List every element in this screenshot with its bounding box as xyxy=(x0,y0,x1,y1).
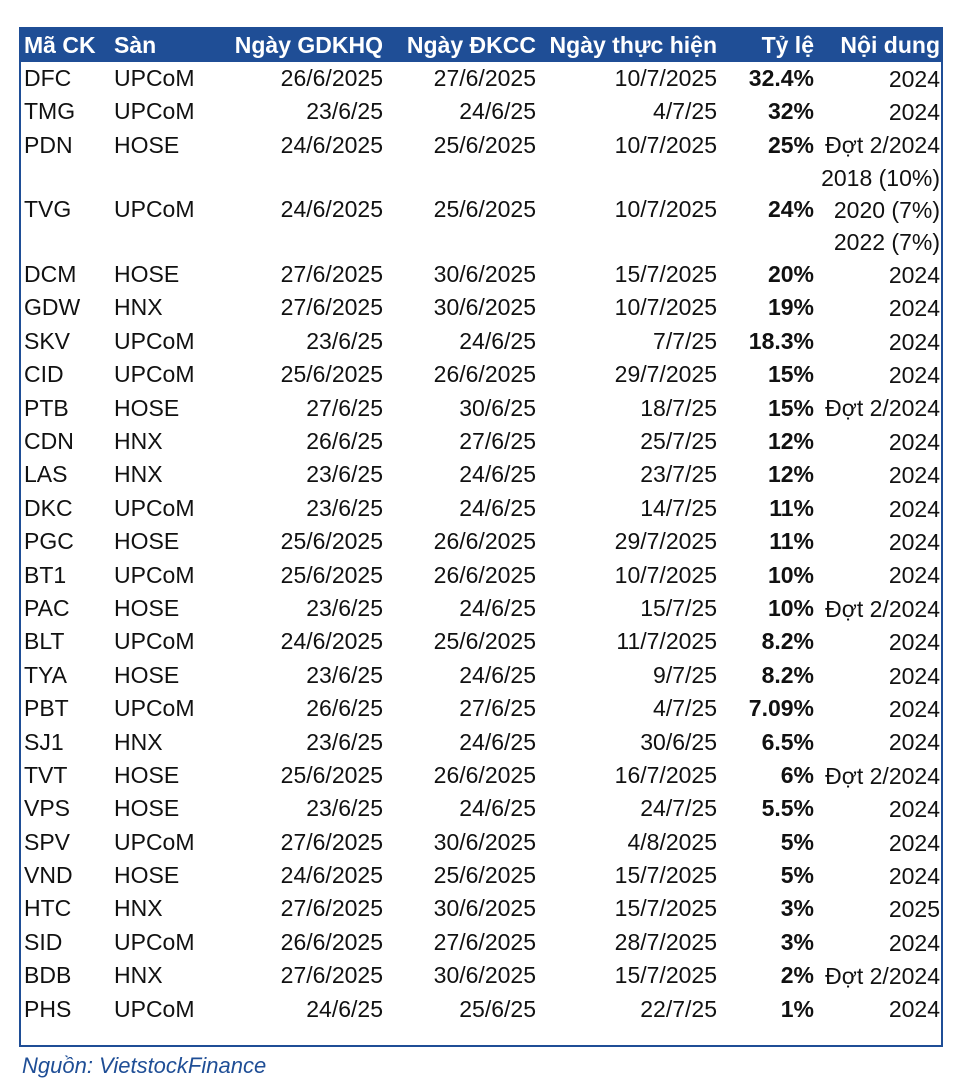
cell-ma-ck: PGC xyxy=(24,528,74,555)
cell-ma-ck: SID xyxy=(24,928,63,955)
table-row xyxy=(21,993,943,1026)
cell-ngay-gdkhq: 26/6/2025 xyxy=(280,64,383,91)
noi-dung-line: 2024 xyxy=(888,662,940,689)
cell-noi-dung xyxy=(817,258,943,291)
noi-dung-line: 2024 xyxy=(888,428,940,455)
table-row xyxy=(21,525,943,558)
cell-san: HNX xyxy=(114,428,163,455)
cell-ty-le: 32% xyxy=(767,98,814,125)
cell-ma-ck: DCM xyxy=(24,261,77,288)
noi-dung-line: 2024 xyxy=(888,695,940,722)
cell-ty-le: 15% xyxy=(767,394,814,421)
table-row xyxy=(21,292,943,325)
cell-ngay-gdkhq: 23/6/25 xyxy=(306,327,383,354)
cell-ngay-dkcc: 30/6/2025 xyxy=(433,962,536,989)
table-header-row xyxy=(21,29,943,62)
cell-ngay-gdkhq: 27/6/2025 xyxy=(280,895,383,922)
cell-ngay-thuc-hien: 29/7/2025 xyxy=(614,528,717,555)
cell-ngay-dkcc: 25/6/2025 xyxy=(433,196,536,223)
cell-ngay-dkcc: 27/6/25 xyxy=(459,695,536,722)
noi-dung-line: Đợt 2/2024 xyxy=(825,762,940,789)
cell-noi-dung xyxy=(817,95,943,128)
cell-san: HNX xyxy=(114,728,163,755)
noi-dung-line: 2024 xyxy=(888,328,940,355)
cell-noi-dung xyxy=(817,292,943,325)
cell-san: HOSE xyxy=(114,594,180,621)
cell-san: HNX xyxy=(114,895,163,922)
table-row xyxy=(21,392,943,425)
cell-ngay-dkcc: 30/6/25 xyxy=(459,394,536,421)
cell-noi-dung xyxy=(817,62,943,95)
table-row xyxy=(21,492,943,525)
cell-san: UPCoM xyxy=(114,196,195,223)
cell-noi-dung xyxy=(817,625,943,658)
cell-ty-le: 11% xyxy=(769,494,814,521)
header-ngay-gdkhq: Ngày GDKHQ xyxy=(234,32,383,58)
cell-ma-ck: PAC xyxy=(24,594,70,621)
cell-ma-ck: PDN xyxy=(24,131,73,158)
cell-noi-dung xyxy=(817,926,943,959)
cell-ngay-dkcc: 26/6/2025 xyxy=(433,761,536,788)
cell-ngay-gdkhq: 23/6/25 xyxy=(306,795,383,822)
cell-noi-dung xyxy=(817,425,943,458)
cell-san: HOSE xyxy=(114,394,180,421)
cell-san: UPCoM xyxy=(114,828,195,855)
noi-dung-line: 2024 xyxy=(888,528,940,555)
cell-ngay-dkcc: 26/6/2025 xyxy=(433,528,536,555)
table-row xyxy=(21,859,943,892)
cell-ma-ck: HTC xyxy=(24,895,72,922)
cell-ty-le: 5% xyxy=(780,828,814,855)
cell-ma-ck: VPS xyxy=(24,795,71,822)
cell-ngay-dkcc: 26/6/2025 xyxy=(433,561,536,588)
cell-ngay-dkcc: 25/6/2025 xyxy=(433,628,536,655)
cell-ty-le: 12% xyxy=(767,461,814,488)
cell-noi-dung xyxy=(817,525,943,558)
cell-san: UPCoM xyxy=(114,695,195,722)
table-row xyxy=(21,759,943,792)
noi-dung-line: 2024 xyxy=(888,495,940,522)
cell-ngay-thuc-hien: 15/7/2025 xyxy=(614,862,717,889)
noi-dung-line: 2024 xyxy=(888,261,940,288)
cell-san: HOSE xyxy=(114,761,180,788)
cell-ngay-thuc-hien: 4/8/2025 xyxy=(627,828,717,855)
cell-ngay-gdkhq: 23/6/25 xyxy=(306,661,383,688)
cell-ma-ck: SPV xyxy=(24,828,71,855)
noi-dung-line: 2024 xyxy=(888,295,940,322)
cell-ngay-thuc-hien: 24/7/25 xyxy=(640,795,717,822)
cell-noi-dung xyxy=(817,559,943,592)
cell-ty-le: 10% xyxy=(767,561,814,588)
table-row xyxy=(21,129,943,162)
cell-san: HNX xyxy=(114,461,163,488)
cell-ngay-thuc-hien: 10/7/2025 xyxy=(614,131,717,158)
noi-dung-line: 2024 xyxy=(888,99,940,126)
cell-ngay-gdkhq: 23/6/25 xyxy=(306,494,383,521)
cell-ngay-gdkhq: 23/6/25 xyxy=(306,728,383,755)
cell-ngay-thuc-hien: 15/7/25 xyxy=(640,594,717,621)
cell-ngay-thuc-hien: 28/7/2025 xyxy=(614,928,717,955)
cell-ngay-gdkhq: 26/6/2025 xyxy=(280,928,383,955)
table-row xyxy=(21,726,943,759)
cell-ma-ck: DFC xyxy=(24,64,72,91)
cell-ngay-thuc-hien: 14/7/25 xyxy=(640,494,717,521)
cell-noi-dung xyxy=(817,893,943,926)
cell-ty-le: 5% xyxy=(780,862,814,889)
cell-ty-le: 3% xyxy=(780,895,814,922)
cell-san: HOSE xyxy=(114,862,180,889)
cell-ngay-dkcc: 25/6/2025 xyxy=(433,131,536,158)
cell-ngay-thuc-hien: 15/7/2025 xyxy=(614,261,717,288)
cell-ngay-dkcc: 27/6/2025 xyxy=(433,928,536,955)
cell-ty-le: 8.2% xyxy=(761,661,814,688)
cell-ngay-gdkhq: 25/6/2025 xyxy=(280,361,383,388)
cell-noi-dung xyxy=(817,492,943,525)
cell-ma-ck: TYA xyxy=(24,661,68,688)
table-body xyxy=(21,62,943,1026)
cell-san: UPCoM xyxy=(114,561,195,588)
cell-ty-le: 25% xyxy=(767,131,814,158)
noi-dung-line: Đợt 2/2024 xyxy=(825,963,940,990)
table-row xyxy=(21,162,943,258)
cell-noi-dung xyxy=(817,792,943,825)
table-row xyxy=(21,792,943,825)
cell-noi-dung xyxy=(817,759,943,792)
cell-ma-ck: TMG xyxy=(24,98,76,125)
cell-ngay-gdkhq: 23/6/25 xyxy=(306,98,383,125)
cell-noi-dung xyxy=(817,459,943,492)
cell-ngay-dkcc: 24/6/25 xyxy=(459,461,536,488)
table-row xyxy=(21,95,943,128)
cell-ngay-gdkhq: 27/6/2025 xyxy=(280,261,383,288)
cell-san: UPCoM xyxy=(114,928,195,955)
cell-ty-le: 19% xyxy=(767,294,814,321)
cell-ma-ck: PHS xyxy=(24,995,72,1022)
noi-dung-line: Đợt 2/2024 xyxy=(825,595,940,622)
noi-dung-line: 2024 xyxy=(888,65,940,92)
cell-ngay-gdkhq: 27/6/2025 xyxy=(280,294,383,321)
table-row xyxy=(21,459,943,492)
cell-ngay-gdkhq: 25/6/2025 xyxy=(280,761,383,788)
cell-ngay-thuc-hien: 15/7/2025 xyxy=(614,962,717,989)
cell-ty-le: 32.4% xyxy=(748,64,814,91)
cell-ngay-gdkhq: 25/6/2025 xyxy=(280,528,383,555)
cell-ngay-thuc-hien: 22/7/25 xyxy=(640,995,717,1022)
cell-ty-le: 7.09% xyxy=(748,695,814,722)
cell-noi-dung xyxy=(817,826,943,859)
cell-ty-le: 6% xyxy=(780,761,814,788)
cell-ngay-dkcc: 30/6/2025 xyxy=(433,828,536,855)
cell-noi-dung xyxy=(817,592,943,625)
cell-san: HNX xyxy=(114,294,163,321)
cell-ma-ck: TVT xyxy=(24,761,68,788)
cell-san: UPCoM xyxy=(114,628,195,655)
table-row xyxy=(21,425,943,458)
cell-noi-dung xyxy=(817,993,943,1026)
noi-dung-line: 2024 xyxy=(888,862,940,889)
cell-ngay-thuc-hien: 15/7/2025 xyxy=(614,895,717,922)
cell-ma-ck: LAS xyxy=(24,461,68,488)
cell-ngay-dkcc: 25/6/25 xyxy=(459,995,536,1022)
noi-dung-line: 2025 xyxy=(888,896,940,923)
cell-ma-ck: BLT xyxy=(24,628,65,655)
cell-ngay-gdkhq: 27/6/2025 xyxy=(280,962,383,989)
cell-ma-ck: DKC xyxy=(24,494,73,521)
table-row xyxy=(21,559,943,592)
noi-dung-line: 2024 xyxy=(888,729,940,756)
cell-ngay-dkcc: 26/6/2025 xyxy=(433,361,536,388)
cell-noi-dung xyxy=(817,959,943,992)
dividend-table xyxy=(21,29,943,1026)
cell-ma-ck: CDN xyxy=(24,428,74,455)
source-note: Nguồn: VietstockFinance xyxy=(22,1053,267,1078)
table-row xyxy=(21,659,943,692)
cell-san: HNX xyxy=(114,962,163,989)
cell-ngay-dkcc: 27/6/2025 xyxy=(433,64,536,91)
noi-dung-line: Đợt 2/2024 xyxy=(825,395,940,422)
header-ngay-dkcc: Ngày ĐKCC xyxy=(406,32,536,58)
cell-ma-ck: BT1 xyxy=(24,561,67,588)
cell-noi-dung xyxy=(817,392,943,425)
noi-dung-line: 2024 xyxy=(888,462,940,489)
cell-ty-le: 2% xyxy=(780,962,814,989)
noi-dung-line: 2024 xyxy=(888,562,940,589)
cell-ngay-thuc-hien: 4/7/25 xyxy=(653,695,717,722)
cell-noi-dung xyxy=(817,162,943,258)
table-row xyxy=(21,893,943,926)
cell-ma-ck: GDW xyxy=(24,294,81,321)
cell-ty-le: 10% xyxy=(767,594,814,621)
cell-ngay-gdkhq: 27/6/2025 xyxy=(280,828,383,855)
cell-ty-le: 24% xyxy=(767,196,814,223)
cell-ty-le: 3% xyxy=(780,928,814,955)
cell-noi-dung xyxy=(817,325,943,358)
cell-ngay-dkcc: 24/6/25 xyxy=(459,98,536,125)
cell-ngay-dkcc: 24/6/25 xyxy=(459,327,536,354)
cell-ngay-thuc-hien: 10/7/2025 xyxy=(614,294,717,321)
cell-ty-le: 12% xyxy=(767,428,814,455)
cell-ngay-dkcc: 30/6/2025 xyxy=(433,895,536,922)
table-row xyxy=(21,926,943,959)
cell-ty-le: 15% xyxy=(767,361,814,388)
cell-noi-dung xyxy=(817,692,943,725)
cell-san: HOSE xyxy=(114,131,180,158)
cell-ngay-thuc-hien: 30/6/25 xyxy=(640,728,717,755)
table-row xyxy=(21,62,943,95)
cell-san: HOSE xyxy=(114,528,180,555)
cell-ngay-gdkhq: 24/6/2025 xyxy=(280,196,383,223)
cell-ngay-gdkhq: 25/6/2025 xyxy=(280,561,383,588)
noi-dung-line: 2024 xyxy=(888,629,940,656)
header-ma-ck: Mã CK xyxy=(24,32,96,58)
cell-ngay-thuc-hien: 10/7/2025 xyxy=(614,64,717,91)
noi-dung-line: 2018 (10%) xyxy=(821,165,940,192)
cell-ma-ck: SKV xyxy=(24,327,71,354)
cell-ngay-thuc-hien: 18/7/25 xyxy=(640,394,717,421)
cell-ngay-gdkhq: 27/6/25 xyxy=(306,394,383,421)
cell-noi-dung xyxy=(817,129,943,162)
cell-ty-le: 18.3% xyxy=(748,327,814,354)
cell-san: UPCoM xyxy=(114,361,195,388)
dividend-table-frame xyxy=(19,27,943,1047)
cell-ngay-dkcc: 27/6/25 xyxy=(459,428,536,455)
cell-ty-le: 8.2% xyxy=(761,628,814,655)
noi-dung-line: 2024 xyxy=(888,829,940,856)
table-row xyxy=(21,625,943,658)
cell-ngay-dkcc: 24/6/25 xyxy=(459,494,536,521)
cell-san: UPCoM xyxy=(114,98,195,125)
cell-ty-le: 6.5% xyxy=(761,728,814,755)
table-row xyxy=(21,692,943,725)
cell-ngay-dkcc: 24/6/25 xyxy=(459,594,536,621)
noi-dung-line: 2022 (7%) xyxy=(833,229,940,256)
cell-san: UPCoM xyxy=(114,995,195,1022)
cell-ngay-dkcc: 24/6/25 xyxy=(459,728,536,755)
cell-ngay-gdkhq: 23/6/25 xyxy=(306,594,383,621)
table-row xyxy=(21,258,943,291)
noi-dung-line: Đợt 2/2024 xyxy=(825,132,940,159)
cell-ngay-gdkhq: 24/6/2025 xyxy=(280,862,383,889)
cell-ngay-thuc-hien: 23/7/25 xyxy=(640,461,717,488)
cell-ty-le: 20% xyxy=(767,261,814,288)
header-noi-dung: Nội dung xyxy=(840,32,940,58)
cell-ma-ck: PBT xyxy=(24,695,69,722)
cell-ngay-thuc-hien: 16/7/2025 xyxy=(614,761,717,788)
noi-dung-line: 2020 (7%) xyxy=(833,197,940,224)
cell-ngay-thuc-hien: 11/7/2025 xyxy=(616,628,717,655)
cell-noi-dung xyxy=(817,859,943,892)
table-row xyxy=(21,358,943,391)
cell-san: UPCoM xyxy=(114,64,195,91)
header-ngay-thuc-hien: Ngày thực hiện xyxy=(549,32,717,58)
cell-ngay-thuc-hien: 29/7/2025 xyxy=(614,361,717,388)
noi-dung-line: 2024 xyxy=(888,929,940,956)
cell-san: HOSE xyxy=(114,795,180,822)
cell-ma-ck: SJ1 xyxy=(24,728,64,755)
table-row xyxy=(21,959,943,992)
cell-ngay-dkcc: 24/6/25 xyxy=(459,795,536,822)
cell-ma-ck: VND xyxy=(24,862,73,889)
cell-ngay-gdkhq: 26/6/25 xyxy=(306,428,383,455)
cell-ngay-thuc-hien: 9/7/25 xyxy=(653,661,717,688)
cell-ngay-thuc-hien: 7/7/25 xyxy=(653,327,717,354)
cell-ngay-dkcc: 24/6/25 xyxy=(459,661,536,688)
cell-noi-dung xyxy=(817,659,943,692)
table-row xyxy=(21,592,943,625)
cell-san: HOSE xyxy=(114,261,180,288)
noi-dung-line: 2024 xyxy=(888,996,940,1023)
cell-ty-le: 1% xyxy=(780,995,814,1022)
cell-san: UPCoM xyxy=(114,494,195,521)
cell-ngay-gdkhq: 24/6/25 xyxy=(306,995,383,1022)
table-row xyxy=(21,826,943,859)
cell-ngay-thuc-hien: 10/7/2025 xyxy=(614,561,717,588)
cell-ngay-dkcc: 30/6/2025 xyxy=(433,294,536,321)
cell-ty-le: 5.5% xyxy=(761,795,814,822)
cell-ngay-dkcc: 25/6/2025 xyxy=(433,862,536,889)
cell-ngay-gdkhq: 26/6/25 xyxy=(306,695,383,722)
cell-ngay-thuc-hien: 4/7/25 xyxy=(653,98,717,125)
cell-ngay-gdkhq: 23/6/25 xyxy=(306,461,383,488)
cell-ngay-gdkhq: 24/6/2025 xyxy=(280,628,383,655)
cell-ngay-thuc-hien: 10/7/2025 xyxy=(614,196,717,223)
cell-ma-ck: PTB xyxy=(24,394,69,421)
cell-ngay-dkcc: 30/6/2025 xyxy=(433,261,536,288)
header-ty-le: Tỷ lệ xyxy=(761,32,814,58)
cell-ma-ck: BDB xyxy=(24,962,72,989)
cell-ngay-thuc-hien: 25/7/25 xyxy=(640,428,717,455)
noi-dung-line: 2024 xyxy=(888,796,940,823)
cell-ty-le: 11% xyxy=(769,528,814,555)
cell-noi-dung xyxy=(817,726,943,759)
cell-san: HOSE xyxy=(114,661,180,688)
cell-san: UPCoM xyxy=(114,327,195,354)
cell-ma-ck: CID xyxy=(24,361,64,388)
cell-noi-dung xyxy=(817,358,943,391)
cell-ma-ck: TVG xyxy=(24,196,72,223)
cell-ngay-gdkhq: 24/6/2025 xyxy=(280,131,383,158)
noi-dung-line: 2024 xyxy=(888,362,940,389)
table-row xyxy=(21,325,943,358)
header-san: Sàn xyxy=(114,32,157,58)
